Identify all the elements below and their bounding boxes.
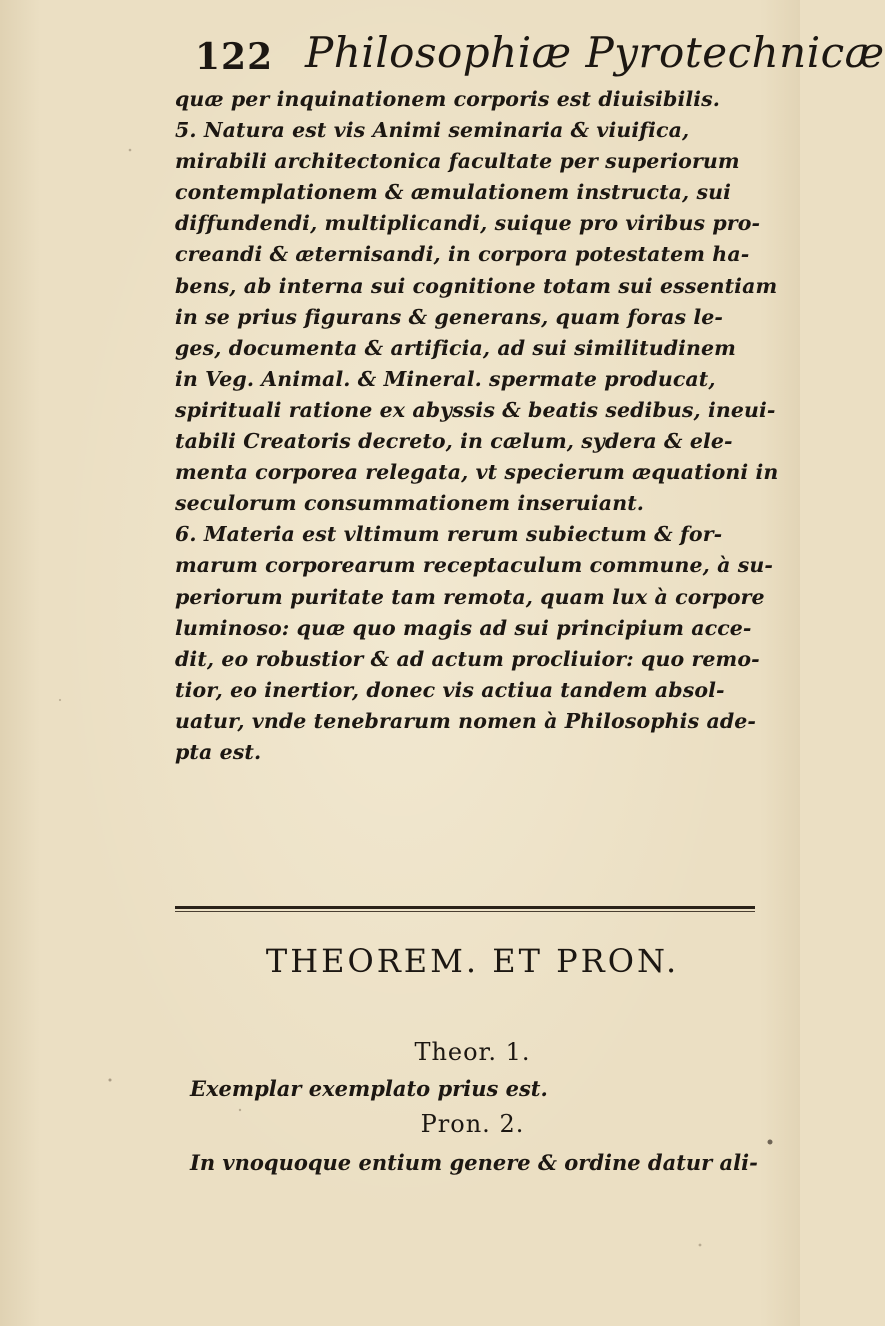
text-line: diffundendi, multiplicandi, suique pro viribus pro- bbox=[175, 211, 761, 236]
text-line: menta corporea relegata, vt specierum æquationi in bbox=[175, 460, 779, 485]
text-line: mirabili architectonica facultate per superiorum bbox=[175, 149, 740, 174]
text-line: seculorum consummationem inseruiant. bbox=[175, 491, 645, 516]
pronunciatum-text: In vnoquoque entium genere & ordine datur ali- bbox=[190, 1150, 758, 1175]
text-line: marum corporearum receptaculum commune, à su- bbox=[175, 553, 774, 578]
text-line: tior, eo inertior, donec vis actiua tandem absol- bbox=[175, 677, 725, 702]
text-line: in Veg. Animal. & Mineral. spermate producat, bbox=[175, 366, 716, 391]
text-line: ges, documenta & artificia, ad sui similitudinem bbox=[175, 335, 736, 360]
body-text bbox=[175, 84, 779, 768]
page-number: 122 bbox=[195, 36, 274, 78]
text-line: bens, ab interna sui cognitione totam sui essentiam bbox=[175, 273, 778, 298]
text-line: in se prius figurans & generans, quam foras le- bbox=[175, 304, 723, 329]
section-heading: THEOREM. ET PRON. bbox=[265, 942, 680, 980]
text-line: contemplationem & æmulationem instructa, sui bbox=[175, 180, 732, 205]
text-line: periorum puritate tam remota, quam lux à corpore bbox=[175, 584, 765, 609]
section-divider-thin bbox=[175, 911, 755, 912]
text-line: tabili Creatoris decreto, in cælum, sydera & ele- bbox=[175, 429, 733, 454]
pronunciatum-label: Pron. 2. bbox=[420, 1110, 525, 1138]
text-line: creandi & æternisandi, in corpora potestatem ha- bbox=[175, 242, 750, 267]
text-line: dit, eo robustior & ad actum procliuior: quo remo- bbox=[175, 646, 760, 671]
section-divider bbox=[175, 906, 755, 909]
text-line: 5. Natura est vis Animi seminaria & viuifica, bbox=[175, 118, 690, 143]
text-line: spirituali ratione ex abyssis & beatis sedibus, ineui- bbox=[175, 397, 776, 422]
text-line: 6. Materia est vltimum rerum subiectum & for- bbox=[175, 522, 723, 547]
theorem-text: Exemplar exemplato prius est. bbox=[190, 1076, 548, 1101]
text-line: pta est. bbox=[175, 739, 262, 764]
running-head bbox=[195, 28, 885, 88]
text-line: uatur, vnde tenebrarum nomen à Philosophis ade- bbox=[175, 708, 757, 733]
text-line: luminoso: quæ quo magis ad sui principium acce- bbox=[175, 615, 752, 640]
running-head-title: Philosophiæ Pyrotechnicæ bbox=[305, 28, 885, 77]
text-line: quæ per inquinationem corporis est diuisibilis. bbox=[175, 87, 721, 111]
theorem-label: Theor. 1. bbox=[414, 1038, 531, 1066]
